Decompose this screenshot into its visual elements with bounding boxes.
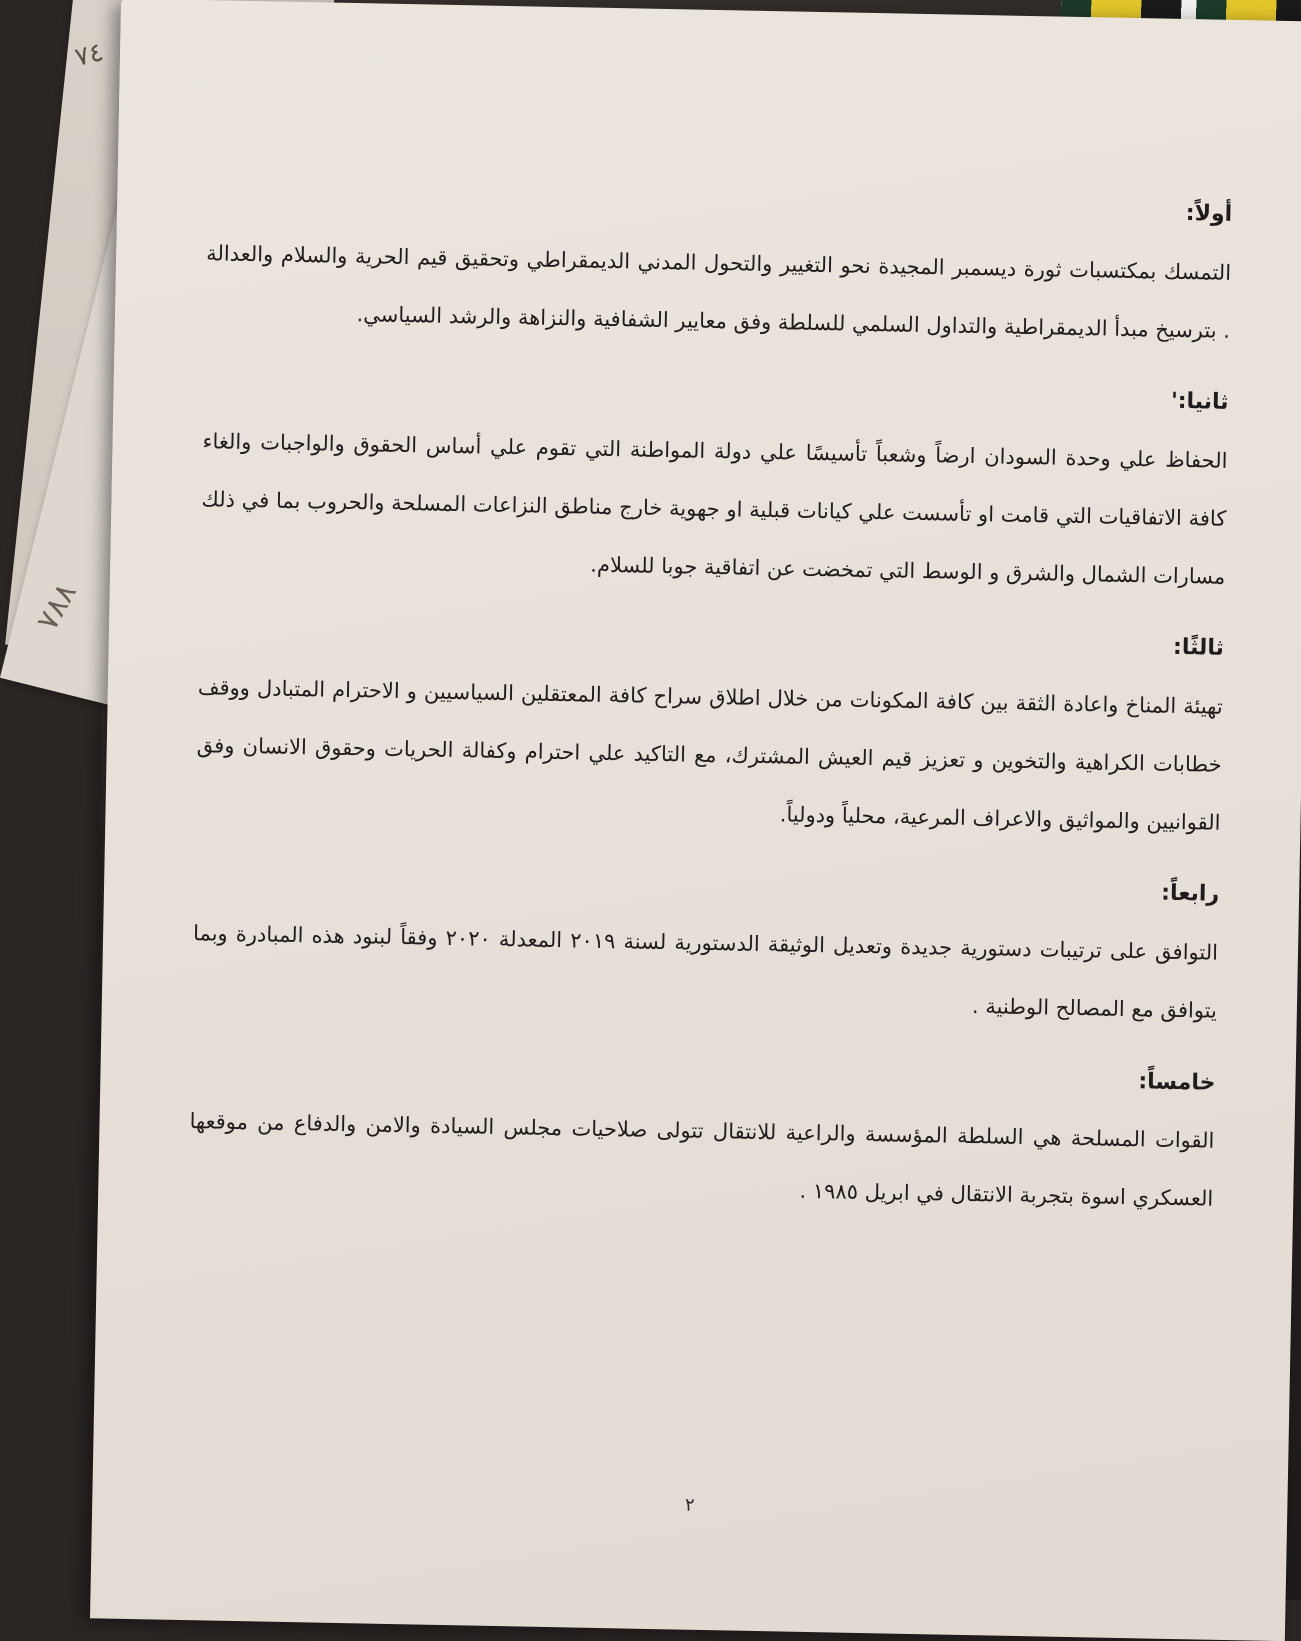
section-third [195,614,1224,852]
handwritten-scribble: ٧٤ [71,37,107,73]
section-paragraph: القوات المسلحة هي السلطة المؤسسة والراعية للانتقال تتولى صلاحيات مجلس السيادة والامن والدفاع من موقعها العسكري اسوة بتجربة الانتقال في ابريل ١٩٨٥ . [189,1109,1215,1211]
section-heading: أولاً: [1185,201,1233,227]
section-heading: ثالثًا: [1172,635,1225,662]
section-heading: رابعاً: [1160,881,1220,908]
document-body [187,180,1232,1256]
section-paragraph: الحفاظ علي وحدة السودان ارضاً وشعباً تأسيسًا علي دولة المواطنة التي تقوم علي أساس الحقوق والواجبات والغاء كافة الاتفاقيات التي قامت او تأسست علي كيانات قبلية او جهوية خارج مناطق النزاعات المسلحة والحروب بما في ذلك مسارات الشمال والشرق و الوسط التي تمخضت عن اتفاقية جوبا للسلام. [201,429,1228,589]
document-page [90,0,1301,1641]
section-paragraph: التمسك بمكتسبات ثورة ديسمبر المجيدة نحو التغيير والتحول المدني الديمقراطي وتحقيق قيم الحرية والسلام والعدالة . بترسيخ مبدأ الديمقراطية والتداول السلمي للسلطة وفق معايير الشفافية والنزاهة والرشد السياسي. [206,241,1232,343]
section-paragraph: التوافق على ترتيبات دستورية جديدة وتعديل الوثيقة الدستورية لسنة ٢٠١٩ المعدلة ٢٠٢٠ وفقاً لبنود هذه المبادرة وبما يتوافق مع المصالح الوطنية . [192,921,1219,1023]
section-paragraph: تهيئة المناخ واعادة الثقة بين كافة المكونات من خلال اطلاق سراح كافة المعتقلين السياسيين و الاحترام المتبادل ووقف خطابات الكراهية والتخوين و تعزيز قيم العيش المشترك، مع التاكيد علي احترام وكفالة الحريات وحقوق الانسان وفق القوانيين والمواثيق والاعراف المرعية، محلياً ودولياً. [196,675,1223,835]
section-first [205,180,1233,360]
handwritten-note: ٧٨٨ [29,577,84,637]
section-heading: خامساً: [1138,1068,1216,1096]
section-second [200,368,1229,606]
section-fifth [188,1049,1216,1229]
photo-scene [29,0,1301,1600]
section-heading: ثانيا:' [1170,389,1229,416]
page-number: ٢ [684,1494,695,1516]
section-fourth [191,860,1219,1040]
